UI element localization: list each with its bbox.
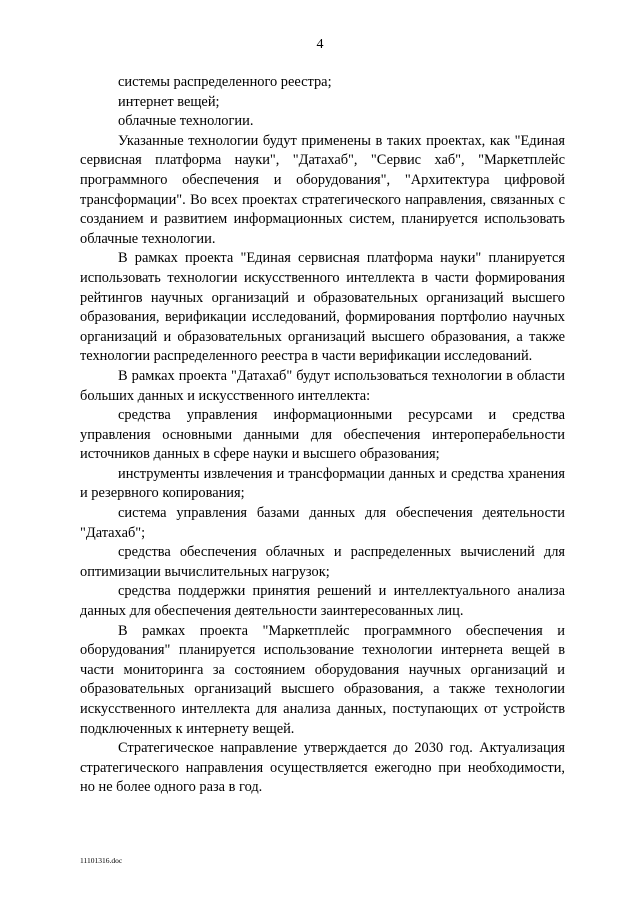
- paragraph-4: Указанные технологии будут применены в таких проектах, как "Единая сервисная платформа науки", "Датахаб", "Сервис хаб", "Маркетплейс программного обеспечения и оборудования", "Архитектура цифровой трансформации". Во всех проектах стратегического направления, связанных с созданием и развитием информационных систем, планируется использовать облачные технологии.: [80, 132, 565, 247]
- paragraph-11: средства поддержки принятия решений и интеллектуального анализа данных для обеспечения деятельности заинтересованных лиц.: [80, 583, 565, 620]
- page-number: 4: [316, 37, 324, 52]
- paragraph-12: В рамках проекта "Маркетплейс программного обеспечения и оборудования" планируется использование технологии интернета вещей в части мониторинга за состоянием оборудования научных организаций и образовательных организаций высшего образования, а также технологии искусственного интеллекта для анализа данных, поступающих от устройств подключенных к интернету вещей.: [80, 622, 565, 737]
- paragraph-7: средства управления информационными ресурсами и средства управления основными данными для обеспечения интероперабельности источников данных в сфере науки и высшего образования;: [80, 407, 565, 463]
- paragraph-13: Стратегическое направление утверждается до 2030 год. Актуализация стратегического направления осуществляется ежегодно при необходимости, но не более одного раза в год.: [80, 740, 565, 796]
- footer-file-code: 11101316.doc: [80, 856, 123, 865]
- document-body: [80, 73, 565, 798]
- paragraph-3: облачные технологии.: [118, 113, 254, 130]
- paragraph-9: система управления базами данных для обеспечения деятельности "Датахаб";: [80, 505, 565, 541]
- paragraph-1: системы распределенного реестра;: [118, 74, 332, 90]
- paragraph-5: В рамках проекта "Единая сервисная платформа науки" планируется использовать технологии искусственного интеллекта в части формирования рейтингов научных организаций и образовательных организаций высшего образования, верификации исследований, формирования портфолио научных организаций и образовательных организаций высшего образования, а также технологии распределенного реестра в части верификации исследований.: [80, 250, 565, 365]
- paragraph-2: интернет вещей;: [118, 93, 220, 110]
- paragraph-6: В рамках проекта "Датахаб" будут использоваться технологии в области больших данных и искусственного интеллекта:: [80, 367, 565, 404]
- paragraph-8: инструменты извлечения и трансформации данных и средства хранения и резервного копирования;: [80, 465, 565, 502]
- paragraph-10: средства обеспечения облачных и распределенных вычислений для оптимизации вычислительных нагрузок;: [80, 544, 565, 580]
